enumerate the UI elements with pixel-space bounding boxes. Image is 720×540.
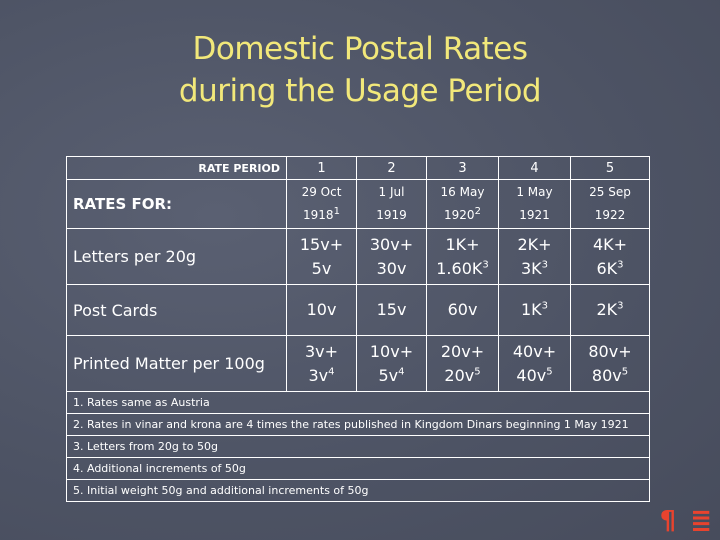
slide-title bbox=[0, 28, 720, 112]
rate-cell: 40v+ $40v^5$ bbox=[499, 336, 571, 392]
date-line: 16 May bbox=[440, 185, 485, 199]
date-line: 25 Sep bbox=[589, 185, 631, 199]
date-line: 1 May bbox=[516, 185, 553, 199]
date-line: 1 Jul bbox=[378, 185, 405, 199]
rate-cell: 15v+ 5v bbox=[287, 229, 357, 285]
rate-cell: 60v bbox=[427, 285, 499, 336]
date-line: 29 Oct bbox=[301, 185, 342, 199]
footnote-row bbox=[67, 458, 650, 480]
footnote: 4. Additional increments of 50g bbox=[67, 458, 650, 480]
rate-cell: 1K+ $1.60K^3$ bbox=[427, 229, 499, 285]
rate-cell: 10v+ $5v^4$ bbox=[357, 336, 427, 392]
row-label: Post Cards bbox=[67, 285, 287, 336]
rate-cell: $2K^3$ bbox=[571, 285, 650, 336]
footnote-ref: 2 bbox=[474, 206, 481, 217]
table-row bbox=[67, 285, 650, 336]
date-year: 1920$^2$ bbox=[444, 206, 481, 222]
slide-nav-icons bbox=[646, 506, 712, 536]
rate-period-label: RATE PERIOD bbox=[67, 157, 287, 180]
rate-cell: 30v+ 30v bbox=[357, 229, 427, 285]
footnote-row bbox=[67, 392, 650, 414]
footnote-row bbox=[67, 436, 650, 458]
rate-cell: 10v bbox=[287, 285, 357, 336]
rate-cell: $1K^3$ bbox=[499, 285, 571, 336]
footnote: 3. Letters from 20g to 50g bbox=[67, 436, 650, 458]
footnote: 5. Initial weight 50g and additional increments of 50g bbox=[67, 480, 650, 502]
footnote: 2. Rates in vinar and krona are 4 times the rates published in Kingdom Dinars beginning 1 May 1921 bbox=[67, 414, 650, 436]
title-line-2: during the Usage Period bbox=[178, 73, 542, 109]
footnote: 1. Rates same as Austria bbox=[67, 392, 650, 414]
row-label: Printed Matter per 100g bbox=[67, 336, 287, 392]
period-date bbox=[499, 180, 571, 229]
period-date-row bbox=[67, 180, 650, 229]
row-label: Letters per 20g bbox=[67, 229, 287, 285]
date-year: 1922 bbox=[594, 208, 626, 222]
period-number: 3 bbox=[427, 157, 499, 180]
rates-for-label: RATES FOR: bbox=[67, 180, 287, 229]
footnote-row bbox=[67, 414, 650, 436]
period-number: 1 bbox=[287, 157, 357, 180]
list-icon[interactable]: ≣ bbox=[690, 506, 712, 536]
period-number-row bbox=[67, 157, 650, 180]
rate-cell: 2K+ $3K^3$ bbox=[499, 229, 571, 285]
rate-cell: 20v+ $20v^5$ bbox=[427, 336, 499, 392]
title-line-1: Domestic Postal Rates bbox=[192, 31, 528, 67]
period-date bbox=[427, 180, 499, 229]
footnote-ref: 1 bbox=[333, 206, 340, 217]
period-number: 5 bbox=[571, 157, 650, 180]
period-number: 4 bbox=[499, 157, 571, 180]
date-year: 1921 bbox=[519, 208, 550, 222]
paragraph-icon[interactable]: ¶ bbox=[659, 506, 677, 536]
rate-cell: 4K+ $6K^3$ bbox=[571, 229, 650, 285]
rates-table bbox=[66, 156, 650, 502]
rate-cell: 15v bbox=[357, 285, 427, 336]
period-number: 2 bbox=[357, 157, 427, 180]
period-date bbox=[357, 180, 427, 229]
date-year: 1918$^1$ bbox=[303, 206, 340, 222]
period-date bbox=[571, 180, 650, 229]
rate-cell: 3v+ $3v^4$ bbox=[287, 336, 357, 392]
date-year: 1919 bbox=[376, 208, 407, 222]
table-row bbox=[67, 336, 650, 392]
rate-cell: 80v+ $80v^5$ bbox=[571, 336, 650, 392]
footnote-row bbox=[67, 480, 650, 502]
period-date bbox=[287, 180, 357, 229]
table-row bbox=[67, 229, 650, 285]
